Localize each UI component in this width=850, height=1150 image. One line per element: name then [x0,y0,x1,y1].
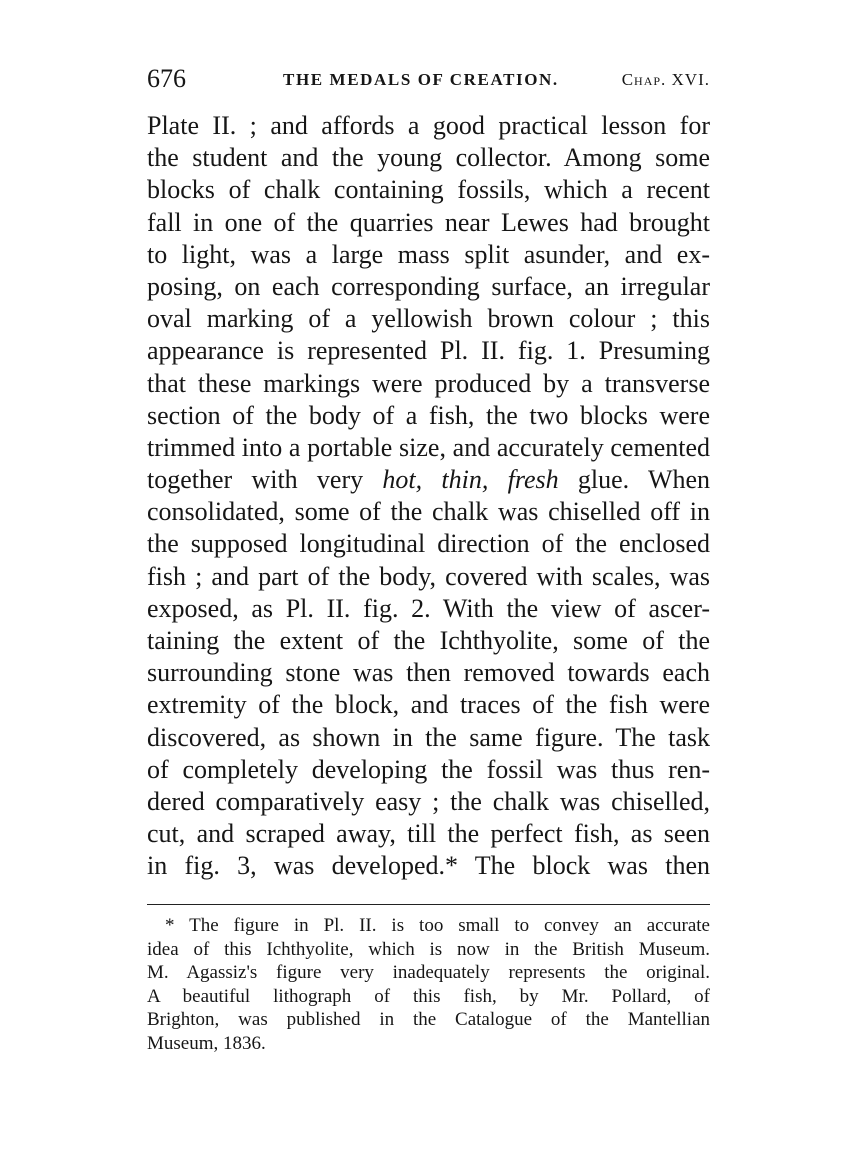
body-line: fall in one of the quarries near Lewes had brought [147,207,710,237]
body-line: dered comparatively easy ; the chalk was chiselled, [147,786,710,816]
body-line-segment: together with very [147,465,383,495]
body-line: posing, on each corresponding surface, an irregular [147,271,710,301]
footnote-line: M. Agassiz's figure very inadequately represents the original. [147,962,710,983]
footnote [147,914,710,1055]
body-line: exposed, as Pl. II. fig. 2. With the view of ascer- [147,593,710,623]
body-line: the supposed longitudinal direction of the enclosed [147,529,710,559]
body-line: cut, and scraped away, till the perfect fish, as seen [147,819,710,849]
footnote-line: idea of this Ichthyolite, which is now in the British Museum. [147,938,710,960]
page-number: 676 [147,64,186,93]
body-line: oval marking of a yellowish brown colour ; this [147,304,710,334]
body-line: appearance is represented Pl. II. fig. 1. Presuming [147,336,710,366]
body-paragraph [147,110,710,883]
footnote-line: A beautiful lithograph of this fish, by Mr. Pollard, of [147,985,710,1007]
body-line: trimmed into a portable size, and accurately cemented [147,432,710,462]
body-line-italic-words [147,464,710,496]
body-line: surrounding stone was then removed towards each [147,658,710,688]
italic-word-thin: thin, [441,465,489,495]
italic-word-fresh: fresh [507,465,559,495]
body-line: of completely developing the fossil was thus ren- [147,754,710,784]
body-line: fish ; and part of the body, covered with scales, was [147,561,710,591]
body-line: blocks of chalk containing fossils, which a recent [147,175,710,205]
footnote-line: * The figure in Pl. II. is too small to convey an accurate [165,915,710,936]
body-line: to light, was a large mass split asunder, and ex- [147,239,710,269]
body-line: that these markings were produced by a transverse [147,368,710,398]
body-line: in fig. 3, was developed.* The block was then [147,851,710,881]
footnote-line: Brighton, was published in the Catalogue of the Mantellian [147,1009,710,1030]
footnote-divider [147,904,710,905]
running-title: THE MEDALS OF CREATION. [283,70,559,89]
footnote-line: Museum, 1836. [147,1032,266,1054]
chapter-label-text: Chap. XVI. [621,70,710,89]
body-line: taining the extent of the Ichthyolite, some of the [147,626,710,655]
body-line-segment: glue. When [558,465,711,495]
body-line: consolidated, some of the chalk was chiselled off in [147,497,710,527]
running-head [147,62,710,96]
body-line: extremity of the block, and traces of the fish were [147,690,710,720]
italic-word-hot: hot, [382,465,423,495]
chapter-label [622,66,710,94]
body-line: section of the body of a fish, the two blocks were [147,400,710,430]
body-line: Plate II. ; and affords a good practical lesson for [147,111,710,140]
body-line: the student and the young collector. Among some [147,143,710,173]
body-line: discovered, as shown in the same figure. The task [147,722,710,752]
